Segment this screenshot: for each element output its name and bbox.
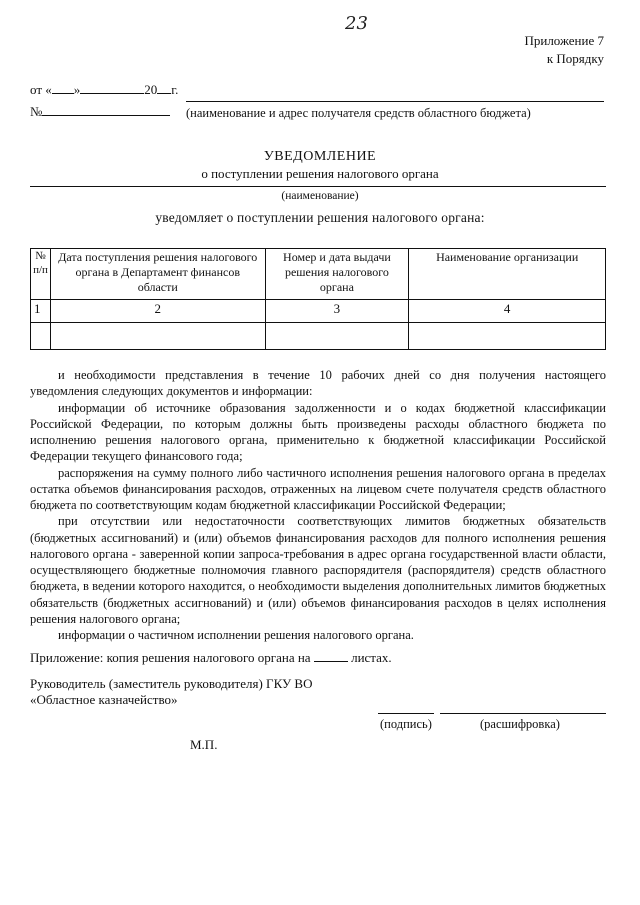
page-number: 23 <box>345 13 368 34</box>
header-cell-decision: Номер и дата выдачи решения налогового органа <box>265 249 409 300</box>
sheets-blank <box>314 650 348 662</box>
date-year: 20 <box>144 82 158 97</box>
body-text <box>30 367 606 643</box>
month-blank <box>80 82 144 94</box>
signature-rule <box>378 713 434 714</box>
number-prefix: № <box>30 104 43 119</box>
notify-line: уведомляет о поступлении решения налогового органа: <box>155 210 485 225</box>
head-title: Руководитель (заместитель руководителя) ГКУ ВО <box>30 676 313 691</box>
document-title: УВЕДОМЛЕНИЕ <box>263 149 377 164</box>
body-paragraph: при отсутствии или недостаточности соответствующих лимитов бюджетных обязательств (бюджетных ассигнований) и (или) объемов финансирования расходов для полного исполнения решения налогового органа - заверенной копии запроса-требования в адрес органа государственной власти области, осуществляющего бюджетные полномочия главного распорядителя (распорядителя) средств областного бюджета, в ведении которого находится, о необходимости выделения дополнительных лимитов бюджетных обязательств (бюджетных ассигнований) и (или) объемов финансирования расходов в целях исполнения решения налогового органа; <box>30 514 606 626</box>
day-blank <box>52 82 74 94</box>
body-paragraph: распоряжения на сумму полного либо частичного исполнения решения налогового органа в пределах остатка объемов финансирования расходов, отраженных на лицевом счете получателя средств областного бюджета по соответствующим кодам бюджетной классификации Российской Федерации; <box>30 465 606 512</box>
appendix-line-2: к Порядку <box>546 50 604 66</box>
table-cell: 3 <box>265 300 409 323</box>
attachment-suffix: листах. <box>351 650 392 665</box>
table-cell: 2 <box>50 300 265 323</box>
stamp-place: М.П. <box>190 737 218 752</box>
number-blank <box>42 104 170 116</box>
attachment-line <box>30 650 392 667</box>
table-cell <box>31 323 51 350</box>
header-cell-organization: Наименование организации <box>409 249 606 300</box>
signature-label: (подпись) <box>380 717 432 731</box>
table-cell: 1 <box>31 300 51 323</box>
recipient-label: (наименование и адрес получателя средств областного бюджета) <box>186 106 531 120</box>
year-blank <box>157 82 171 94</box>
body-paragraph: информации об источнике образования задолженности и о кодах бюджетной классификации Российской Федерации, по которым должны быть произведены расходы областного бюджета по исполнению решения налогового органа, применительно к бюджетной классификации Российской Федерации текущего финансового года; <box>30 400 606 464</box>
table-row <box>31 323 606 350</box>
table-header-row <box>31 249 606 300</box>
decode-label: (расшифровка) <box>480 717 560 731</box>
body-paragraph: и необходимости представления в течение 10 рабочих дней со дня получения настоящего уведомления следующих документов и информации: <box>30 368 606 399</box>
date-suffix: г. <box>171 82 179 97</box>
table-cell <box>409 323 606 350</box>
date-prefix: от « <box>30 82 52 97</box>
decode-rule <box>440 713 606 714</box>
document-subtitle: о поступлении решения налогового органа <box>201 166 439 181</box>
body-paragraph: информации о частичном исполнении решения налогового органа. <box>58 628 414 642</box>
name-label: (наименование) <box>281 190 359 202</box>
data-table <box>30 248 606 350</box>
header-cell-number: № п/п <box>31 249 51 300</box>
head-organization: «Областное казначейство» <box>30 692 178 707</box>
name-rule <box>30 186 606 187</box>
number-line <box>30 104 170 121</box>
appendix-reference <box>524 32 604 67</box>
table-cell: 4 <box>409 300 606 323</box>
table-cell <box>265 323 409 350</box>
date-line <box>30 82 178 99</box>
recipient-rule <box>186 101 604 102</box>
attachment-prefix: Приложение: копия решения налогового органа на <box>30 650 311 665</box>
date-mid: » <box>73 82 81 97</box>
table-row <box>31 300 606 323</box>
header-cell-date: Дата поступления решения налогового органа в Департамент финансов области <box>50 249 265 300</box>
table-cell <box>50 323 265 350</box>
appendix-line-1: Приложение 7 <box>524 33 604 48</box>
